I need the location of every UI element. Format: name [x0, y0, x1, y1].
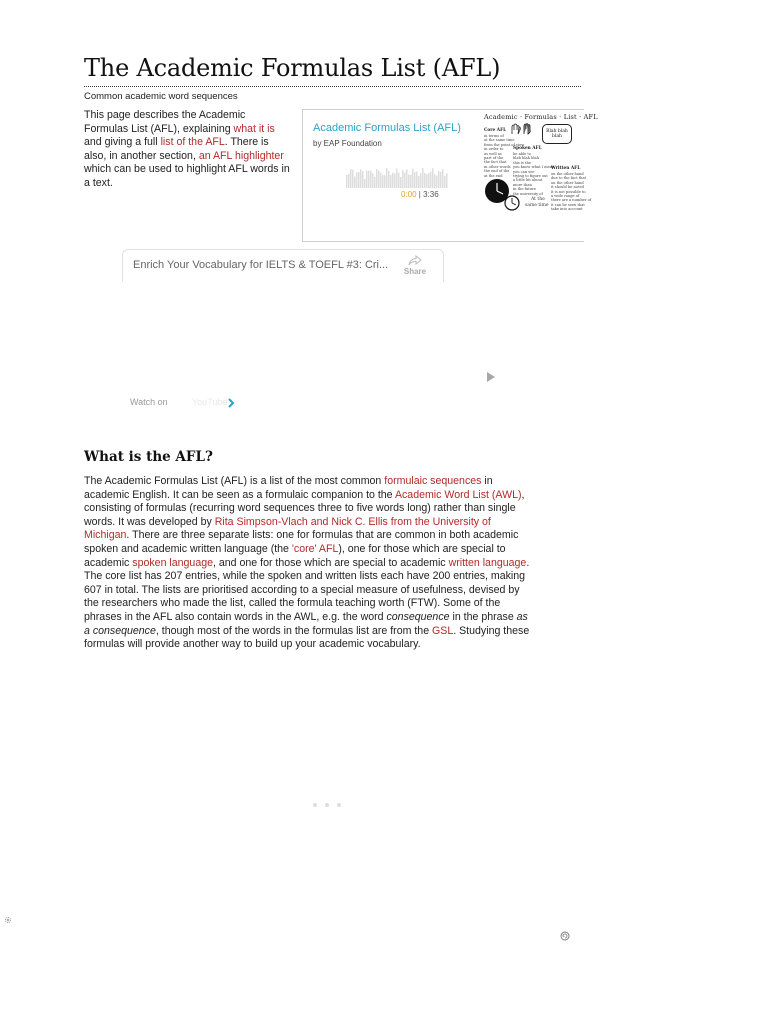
waveform-bar [380, 173, 382, 188]
intro-text: This page describes the Academic Formulas List (AFL), explaining [84, 109, 246, 135]
para-text: ), one for those which are special to academic [84, 542, 506, 569]
para-text: in the phrase [449, 610, 517, 623]
waveform-bar [424, 173, 426, 188]
audio-player[interactable] [302, 109, 598, 242]
section-heading: What is the AFL? [84, 449, 213, 465]
para-text: . The core list has 207 entries, while the spoken and written lists each have 200 entries, making 607 in total. The lists are prioritised according to a special measure of usefulness, devised by the researchers who made the list, called the formula teaching worth (FTW). Some of the phrases in the AFL also contain words in the AWL, e.g. the word [84, 556, 530, 623]
waveform-bar [438, 171, 440, 188]
thumb-column-2: be able to blah blah blah this is the you know what I mean you can see trying to figure out a little bit about more than in the future the university of [513, 152, 555, 196]
intro-text: and giving a full [84, 136, 161, 149]
youtube-share-button[interactable] [401, 255, 429, 276]
intro-text: . There is also, in another section, [84, 136, 269, 162]
link-academic-word-list[interactable]: Academic Word List (AWL) [394, 488, 522, 501]
page-subtitle: Common academic word sequences [84, 91, 238, 102]
thumb-column-3: on the other hand due to the fact that on the other hand it should be noted it is not possible to a wide range of there are a number of it can be seen that take into account [551, 172, 592, 212]
waveform-bar [444, 176, 446, 188]
link-afl-highlighter[interactable]: an AFL highlighter [198, 149, 284, 162]
waveform-bar [360, 169, 362, 188]
waveform-bar [392, 173, 394, 188]
link-written-language[interactable]: written language [448, 556, 527, 569]
waveform-bar [352, 170, 354, 188]
thumb-same-time: same time [525, 203, 549, 208]
thumb-column-1: in terms of at the same time from the point of view in order to as well as part of the the fact that in other words the end of the at the end [484, 134, 525, 178]
waveform-bar [356, 173, 358, 188]
waveform-bar [428, 173, 430, 188]
thumb-core-label: Core AFL [484, 128, 507, 133]
waveform-bar [434, 174, 436, 188]
link-formulaic-sequences[interactable]: formulaic sequences [384, 475, 482, 487]
waveform-bar [390, 175, 392, 188]
thumb-at-the: At the [531, 197, 545, 202]
loading-dot [337, 803, 341, 807]
time-separator: | [416, 190, 424, 199]
waveform-bar [366, 170, 368, 188]
waveform-bar [382, 175, 384, 188]
waveform-bar [406, 170, 408, 188]
emphasis-phrase: as a consequence [84, 610, 528, 637]
waveform-bar [348, 174, 350, 188]
waveform-bar [350, 169, 352, 188]
waveform-bar [354, 176, 356, 188]
waveform-bar [372, 173, 374, 188]
share-icon [408, 255, 422, 266]
loading-dot [325, 803, 329, 807]
player-title[interactable]: Academic Formulas List (AFL) [313, 122, 461, 134]
waveform-bar [418, 176, 420, 188]
watch-on-youtube-label[interactable]: Watch on [130, 397, 168, 407]
para-text: . There are three separate lists: one for formulas that are common in both academic spoken and academic written language (the [84, 529, 519, 555]
waveform-bar [388, 171, 390, 188]
waveform-bar [370, 171, 372, 188]
duration: 3:36 [423, 190, 439, 199]
waveform-bar [346, 175, 348, 188]
loading-dots [313, 794, 349, 812]
youtube-video-title[interactable]: Enrich Your Vocabulary for IELTS & TOEFL #3: Cri... [133, 259, 389, 271]
thumb-spoken-label: Spoken AFL [513, 146, 542, 151]
link-spoken-language[interactable]: spoken language [132, 556, 213, 569]
play-icon[interactable] [486, 372, 496, 382]
thumb-heading: Academic · Formulas · List · AFL [484, 113, 598, 121]
waveform-bar [378, 171, 380, 188]
waveform-bar [376, 169, 378, 188]
youtube-title-bar [122, 249, 444, 282]
link-gsl[interactable]: GSL [432, 624, 454, 637]
para-text: . Studying these formulas will provide another way to build up your academic vocabulary. [84, 624, 530, 651]
waveform-bar [440, 172, 442, 188]
waveform-bar [410, 175, 412, 188]
current-time: 0:00 [401, 190, 417, 199]
page-title: The Academic Formulas List (AFL) [84, 54, 581, 87]
waveform-bar [358, 172, 360, 188]
link-list-of-afl[interactable]: list of the AFL [160, 136, 225, 149]
para-text: in academic English. It can be seen as a formulaic companion to the [84, 475, 493, 501]
waveform-bar [408, 174, 410, 188]
waveform-bar [404, 172, 406, 188]
waveform-bar [386, 168, 388, 188]
para-text: The Academic Formulas List (AFL) is a list of the most common [84, 475, 385, 487]
waveform-bar [432, 168, 434, 188]
link-core-afl[interactable]: 'core' AFL [291, 542, 339, 555]
waveform-bar [416, 172, 418, 188]
para-text: , and one for those which are special to academic [213, 556, 449, 569]
podcast-thumbnail[interactable] [481, 110, 598, 241]
refresh-icon[interactable] [560, 931, 570, 941]
waveform-bar [412, 169, 414, 188]
waveform-bar [436, 176, 438, 188]
para-text: , consisting of formulas (recurring word sequences three to five words long) rather than single words. It was developed by [84, 488, 525, 528]
waveform-bar [374, 177, 376, 188]
emphasis-word: consequence [386, 610, 450, 623]
clock-icon [483, 178, 521, 212]
waveform-bar [364, 179, 366, 188]
thumb-written-label: Written AFL [551, 166, 581, 171]
chevron-right-icon[interactable] [228, 399, 234, 407]
loading-dot [313, 803, 317, 807]
youtube-logo[interactable]: YouTube [192, 397, 228, 407]
gear-icon[interactable] [4, 916, 12, 924]
speech-bubble: Blah blah blah [542, 124, 572, 144]
waveform-bar [446, 173, 448, 188]
waveform[interactable] [346, 162, 448, 188]
share-label: Share [403, 267, 427, 276]
player-author[interactable]: by EAP Foundation [313, 139, 382, 148]
waveform-bar [414, 172, 416, 188]
link-authors[interactable]: Rita Simpson-Vlach and Nick C. Ellis from the University of Michigan [84, 515, 491, 542]
waveform-bar [384, 175, 386, 188]
player-time [401, 190, 439, 199]
waveform-bar [398, 173, 400, 188]
waveform-bar [442, 169, 444, 188]
link-what-it-is[interactable]: what it is [233, 122, 275, 135]
waveform-bar [396, 169, 398, 188]
hands-icon [509, 122, 535, 136]
waveform-bar [426, 174, 428, 188]
intro-paragraph [84, 109, 292, 191]
waveform-bar [394, 174, 396, 188]
waveform-bar [430, 172, 432, 188]
waveform-bar [420, 173, 422, 188]
waveform-bar [362, 171, 364, 188]
waveform-bar [402, 170, 404, 188]
youtube-embed[interactable] [122, 249, 582, 419]
waveform-bar [400, 177, 402, 188]
section-paragraph [84, 475, 530, 652]
para-text: , though most of the words in the formulas list are from the [155, 624, 433, 637]
waveform-bar [368, 171, 370, 188]
waveform-bar [422, 168, 424, 188]
intro-text: which can be used to highlight AFL words in a text. [84, 163, 290, 189]
